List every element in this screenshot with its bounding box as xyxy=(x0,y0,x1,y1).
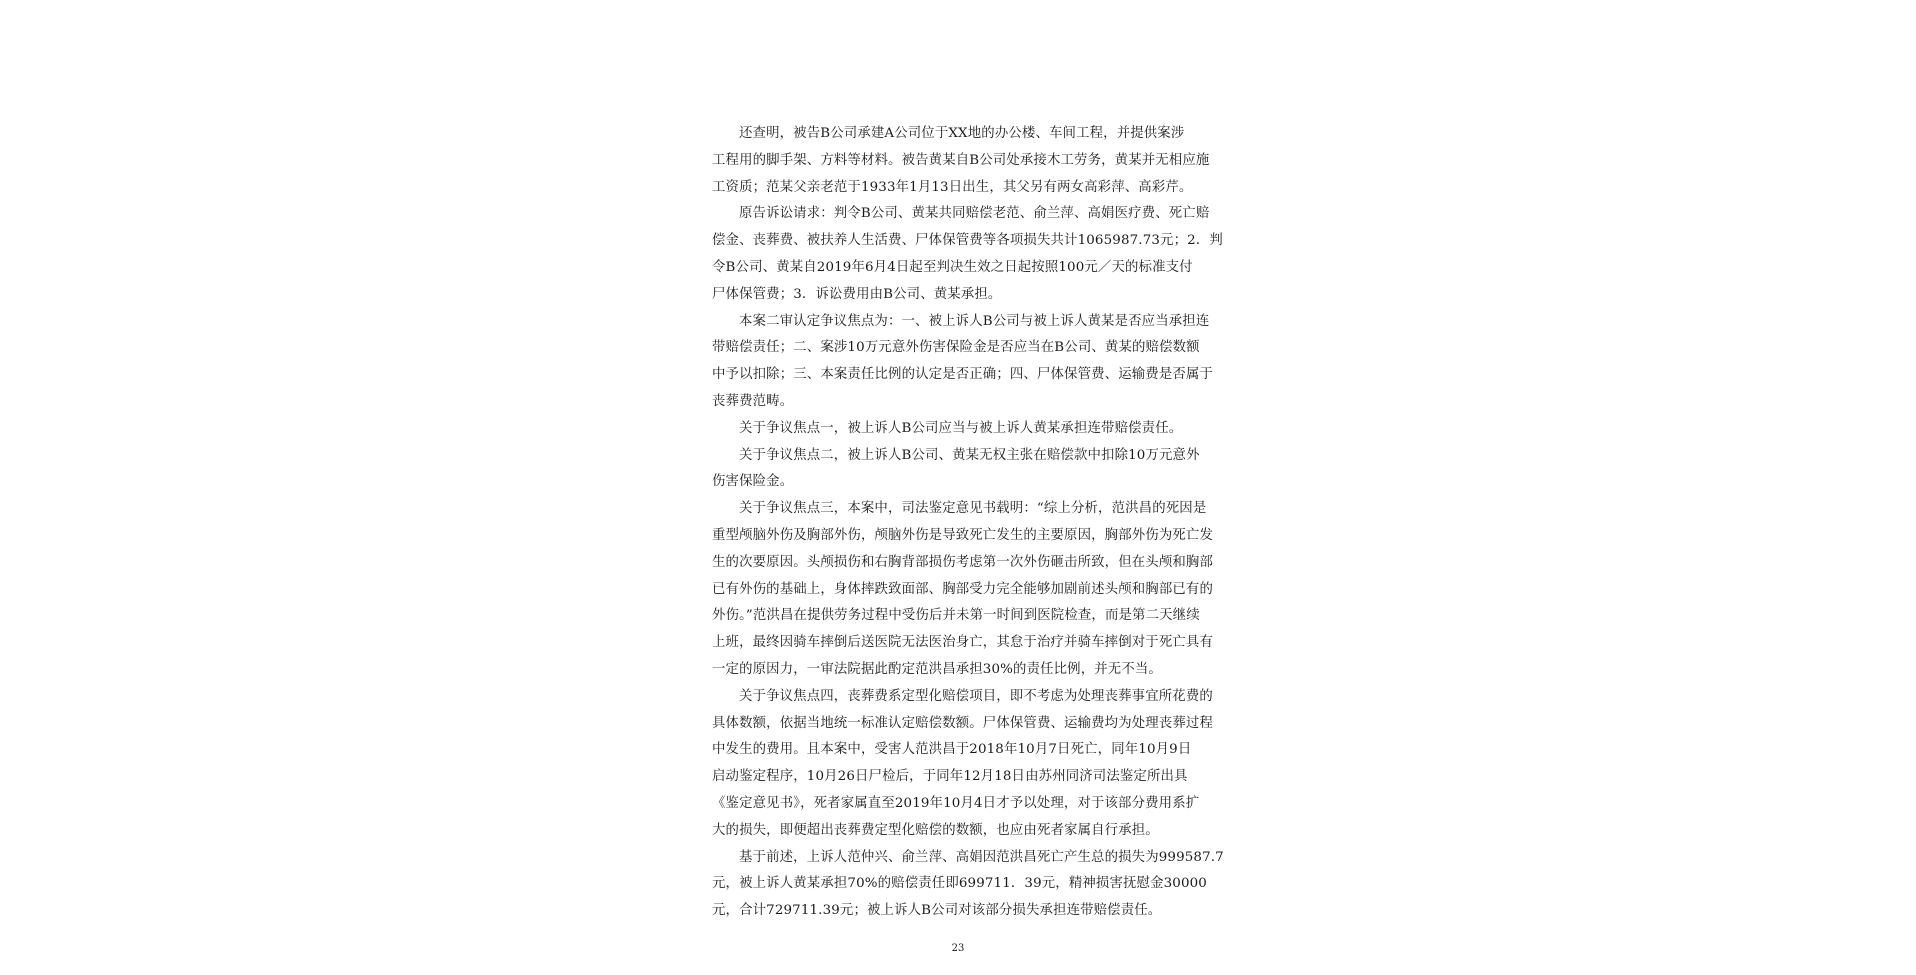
text-line: 原告诉讼请求：判令B公司、黄某共同赔偿老范、俞兰萍、高娟医疗费、死亡赔 xyxy=(739,206,1210,222)
text-line: 元，被上诉人黄某承担70%的赔偿责任即699711．39元，精神损害抚慰金30000 xyxy=(712,876,1207,892)
text-line: 中发生的费用。且本案中，受害人范洪昌于2018年10月7日死亡，同年10月9日 xyxy=(712,742,1192,758)
text-line: 外伤。”范洪昌在提供劳务过程中受伤后并未第一时间到医院检查，而是第二天继续 xyxy=(712,608,1200,624)
text-line: 伤害保险金。 xyxy=(712,474,794,490)
text-line: 尸体保管费；3．诉讼费用由B公司、黄某承担。 xyxy=(712,286,1002,302)
text-line: 《鉴定意见书》，死者家属直至2019年10月4日才予以处理，对于该部分费用系扩 xyxy=(712,795,1200,811)
text-line: 中予以扣除；三、本案责任比例的认定是否正确；四、尸体保管费、运输费是否属于 xyxy=(712,367,1214,383)
text-line: 启动鉴定程序，10月26日尸检后，于同年12月18日由苏州同济司法鉴定所出具 xyxy=(712,769,1188,785)
text-line: 关于争议焦点二，被上诉人B公司、黄某无权主张在赔偿款中扣除10万元意外 xyxy=(739,447,1200,463)
text-line: 工程用的脚手架、方料等材料。被告黄某自B公司处承接木工劳务，黄某并无相应施 xyxy=(712,152,1210,168)
text-line: 偿金、丧葬费、被扶养人生活费、尸体保管费等各项损失共计1065987.73元；2．判 xyxy=(712,233,1223,249)
text-line: 生的次要原因。头颅损伤和右胸背部损伤考虑第一次外伤砸击所致，但在头颅和胸部 xyxy=(712,554,1214,570)
text-line: 大的损失，即便超出丧葬费定型化赔偿的数额，也应由死者家属自行承担。 xyxy=(712,822,1159,838)
text-line: 令B公司、黄某自2019年6月4日起至判决生效之日起按照100元／天的标准支付 xyxy=(712,259,1193,275)
text-line: 关于争议焦点一，被上诉人B公司应当与被上诉人黄某承担连带赔偿责任。 xyxy=(739,420,1183,436)
text-line: 一定的原因力，一审法院据此酌定范洪昌承担30%的责任比例，并无不当。 xyxy=(712,661,1162,677)
text-line: 元，合计729711.39元；被上诉人B公司对该部分损失承担连带赔偿责任。 xyxy=(712,903,1162,919)
text-line: 带赔偿责任；二、案涉10万元意外伤害保险金是否应当在B公司、黄某的赔偿数额 xyxy=(712,340,1200,356)
text-line: 工资质；范某父亲老范于1933年1月13日出生，其父另有两女高彩萍、高彩芹。 xyxy=(712,179,1193,195)
text-line: 上班，最终因骑车摔倒后送医院无法医治身亡，其怠于治疗并骑车摔倒对于死亡具有 xyxy=(712,635,1214,651)
document-body xyxy=(712,121,1224,925)
text-line: 基于前述，上诉人范仲兴、俞兰萍、高娟因范洪昌死亡产生总的损失为999587.7 xyxy=(739,849,1224,865)
text-line: 具体数额，依据当地统一标准认定赔偿数额。尸体保管费、运输费均为处理丧葬过程 xyxy=(712,715,1214,731)
text-line: 关于争议焦点三，本案中，司法鉴定意见书载明：“综上分析，范洪昌的死因是 xyxy=(739,501,1207,517)
text-line: 还查明，被告B公司承建A公司位于XX地的办公楼、车间工程，并提供案涉 xyxy=(739,126,1185,141)
text-line: 丧葬费范畴。 xyxy=(712,393,794,409)
text-line: 重型颅脑外伤及胸部外伤，颅脑外伤是导致死亡发生的主要原因，胸部外伤为死亡发 xyxy=(712,527,1214,543)
text-line: 关于争议焦点四，丧葬费系定型化赔偿项目，即不考虑为处理丧葬事宜所花费的 xyxy=(739,688,1213,704)
text-line: 本案二审认定争议焦点为：一、被上诉人B公司与被上诉人黄某是否应当承担连 xyxy=(739,313,1210,329)
text-line: 已有外伤的基础上，身体摔跌致面部、胸部受力完全能够加剧前述头颅和胸部已有的 xyxy=(712,581,1214,597)
page-number: 23 xyxy=(951,943,965,954)
